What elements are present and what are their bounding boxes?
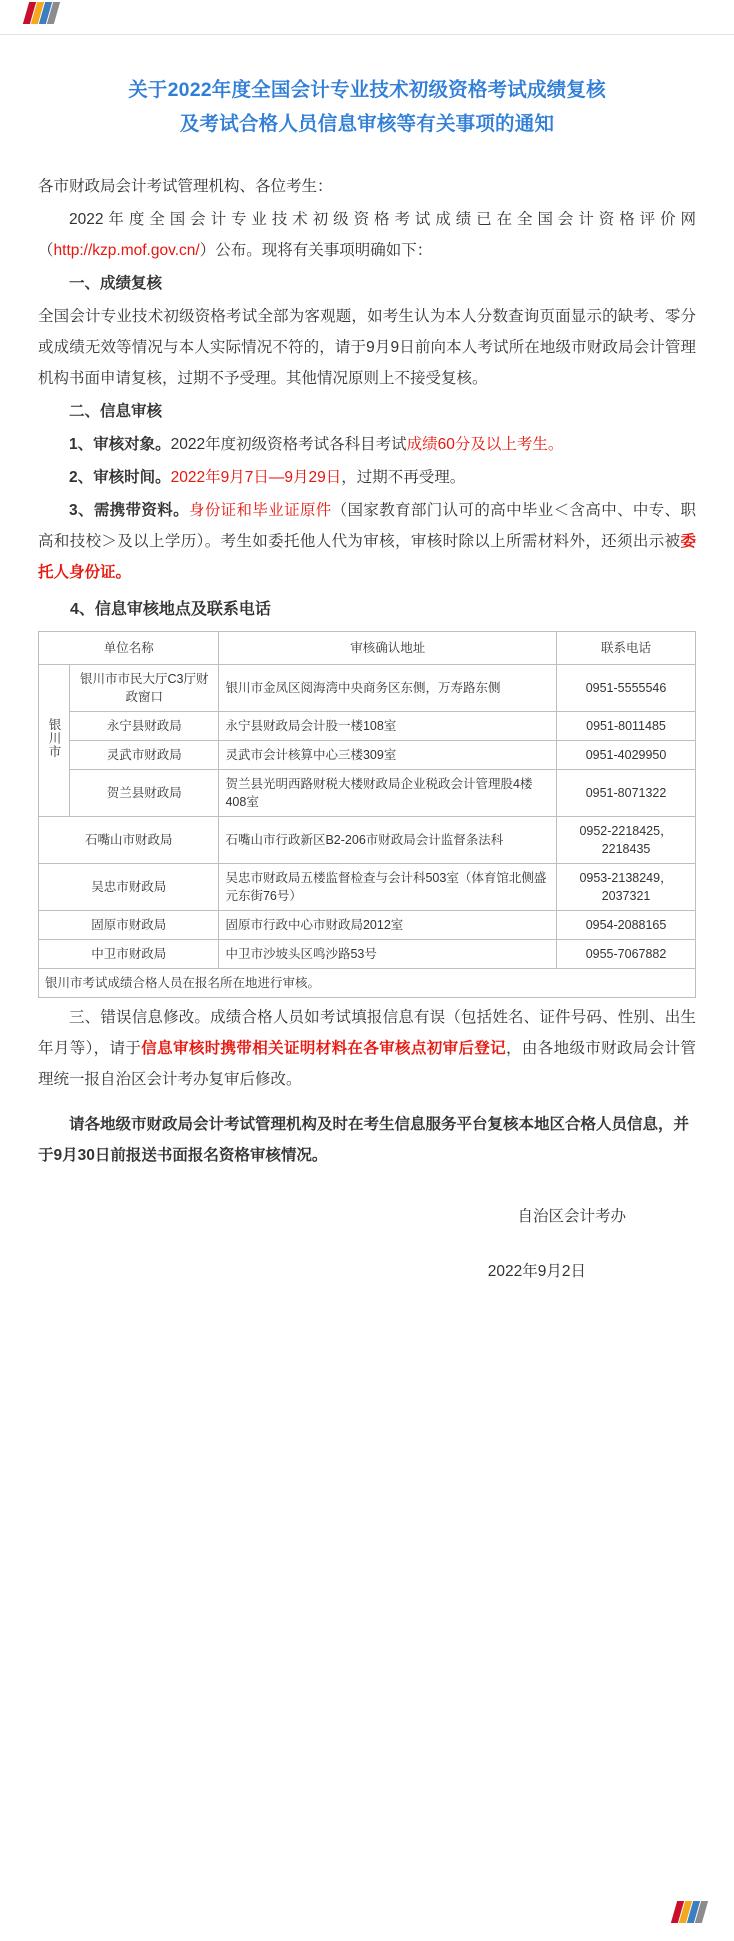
item-3-black-1: （国家教育部门认可的高中毕业＜含高中、中专、职高和技校＞及以上学历）。考生如委托他人代为审核，审核时除以上所需材料外，还须出示被 xyxy=(38,502,696,550)
intro-paragraph xyxy=(38,204,696,266)
intro-text-part1: 2022年度全国会计专业技术初级资格考试成绩已在全国会计资格评价网（ xyxy=(38,211,696,259)
cell-address: 永宁县财政局会计股一楼108室 xyxy=(219,712,557,741)
header-bar xyxy=(0,0,734,35)
row-group-yinchuan xyxy=(39,665,70,817)
salutation: 各市财政局会计考试管理机构、各位考生： xyxy=(38,178,333,195)
item-1-text-black: 2022年度初级资格考试各科目考试 xyxy=(170,436,407,453)
cell-unit-name: 石嘴山市财政局 xyxy=(39,817,219,864)
page-title-line-1: 关于2022年度全国会计专业技术初级资格考试成绩复核 xyxy=(128,79,606,101)
document-date: 2022年9月2日 xyxy=(487,1263,586,1280)
table-row xyxy=(39,770,696,817)
kzp-website-link[interactable]: http://kzp.mof.gov.cn/ xyxy=(53,242,200,259)
table-row xyxy=(39,712,696,741)
item-2-label: 2、审核时间。 xyxy=(69,469,171,486)
audit-location-table xyxy=(38,631,696,998)
item-4-heading: 4、信息审核地点及联系电话 xyxy=(70,601,271,618)
cell-unit-name: 固原市财政局 xyxy=(39,911,219,940)
table-header xyxy=(39,632,696,665)
cell-unit-name: 贺兰县财政局 xyxy=(70,770,219,817)
cell-address: 吴忠市财政局五楼监督检查与会计科503室（体育馆北侧盛元东街76号） xyxy=(219,864,557,911)
col-header-phone: 联系电话 xyxy=(557,632,696,665)
cell-phone: 0955-7067882 xyxy=(557,940,696,969)
table-header-row xyxy=(39,632,696,665)
page-title-line-2: 及考试合格人员信息审核等有关事项的通知 xyxy=(179,113,555,135)
cell-address: 中卫市沙坡头区鸣沙路53号 xyxy=(219,940,557,969)
section-3-black-2: ，由各地级市财政局会计管理统一报自治区会计考办复审后修改。 xyxy=(38,1040,696,1088)
table-row xyxy=(39,665,696,712)
cell-address: 银川市金凤区阅海湾中央商务区东侧，万寿路东侧 xyxy=(219,665,557,712)
cell-address: 贺兰县光明西路财税大楼财政局企业税政会计管理股4楼408室 xyxy=(219,770,557,817)
item-3-label: 3、需携带资料。 xyxy=(69,502,189,519)
table-note-row xyxy=(39,969,696,998)
cell-unit-name: 永宁县财政局 xyxy=(70,712,219,741)
section-3-paragraph xyxy=(38,1002,696,1095)
cell-address: 固原市行政中心市财政局2012室 xyxy=(219,911,557,940)
brand-logo-icon xyxy=(26,2,60,28)
section-3-red: 信息审核时携带相关证明材料在各审核点初审后登记 xyxy=(141,1040,507,1057)
cell-phone: 0951-4029950 xyxy=(557,741,696,770)
cell-phone: 0951-5555546 xyxy=(557,665,696,712)
page-title xyxy=(52,73,682,141)
table-note: 银川市考试成绩合格人员在报名所在地进行审核。 xyxy=(39,969,696,998)
item-2-audit-time xyxy=(38,462,696,493)
item-3-red-1: 身份证和毕业证原件 xyxy=(188,502,332,519)
cell-unit-name: 中卫市财政局 xyxy=(39,940,219,969)
section-1-heading: 一、成绩复核 xyxy=(69,275,163,292)
footer-logo-icon xyxy=(674,1901,708,1927)
cell-phone: 0951-8011485 xyxy=(557,712,696,741)
cell-phone: 0951-8071322 xyxy=(557,770,696,817)
section-3-black-1: 成绩合格人员如考试填报信息有误（包括姓名、证件号码、性别、出生年月等），请于 xyxy=(38,1009,696,1057)
cell-phone: 0952-2218425，2218435 xyxy=(557,817,696,864)
section-3-heading: 三、错误信息修改。 xyxy=(69,1009,211,1026)
closing-paragraph: 请各地级市财政局会计考试管理机构及时在考生信息服务平台复核本地区合格人员信息，并于9月30日前报送书面报名资格审核情况。 xyxy=(38,1116,690,1164)
cell-unit-name: 吴忠市财政局 xyxy=(39,864,219,911)
table-row xyxy=(39,741,696,770)
col-header-address: 审核确认地址 xyxy=(219,632,557,665)
item-1-text-red: 成绩60分及以上考生。 xyxy=(406,436,564,453)
row-group-label: 银川市 xyxy=(47,717,61,759)
item-2-date-range: 2022年9月7日—9月29日 xyxy=(170,469,342,486)
cell-phone: 0953-2138249，2037321 xyxy=(557,864,696,911)
table-row xyxy=(39,817,696,864)
item-3-required-materials xyxy=(38,495,696,588)
item-1-audit-target xyxy=(38,429,696,460)
section-2-heading: 二、信息审核 xyxy=(69,403,163,420)
intro-text-part2: ）公布。现将有关事项明确如下： xyxy=(199,242,433,259)
table-row xyxy=(39,864,696,911)
cell-address: 灵武市会计核算中心三楼309室 xyxy=(219,741,557,770)
cell-phone: 0954-2088165 xyxy=(557,911,696,940)
col-header-unit-name: 单位名称 xyxy=(39,632,219,665)
cell-address: 石嘴山市行政新区B2-206市财政局会计监督条法科 xyxy=(219,817,557,864)
table-row xyxy=(39,940,696,969)
table-row xyxy=(39,911,696,940)
cell-unit-name: 银川市市民大厅C3厅财政窗口 xyxy=(70,665,219,712)
document-body xyxy=(0,35,734,1347)
section-1-body: 全国会计专业技术初级资格考试全部为客观题，如考生认为本人分数查询页面显示的缺考、零分或成绩无效等情况与本人实际情况不符的，请于9月9日前向本人考试所在地级市财政局会计管理机构书面申请复核，过期不予受理。其他情况原则上不接受复核。 xyxy=(38,308,696,387)
signature: 自治区会计考办 xyxy=(517,1208,626,1225)
item-2-text-black: ，过期不再受理。 xyxy=(341,469,466,486)
item-1-label: 1、审核对象。 xyxy=(69,436,171,453)
cell-unit-name: 灵武市财政局 xyxy=(70,741,219,770)
item-3-red-2: 委托人身份证。 xyxy=(38,533,696,581)
table-body xyxy=(39,665,696,998)
